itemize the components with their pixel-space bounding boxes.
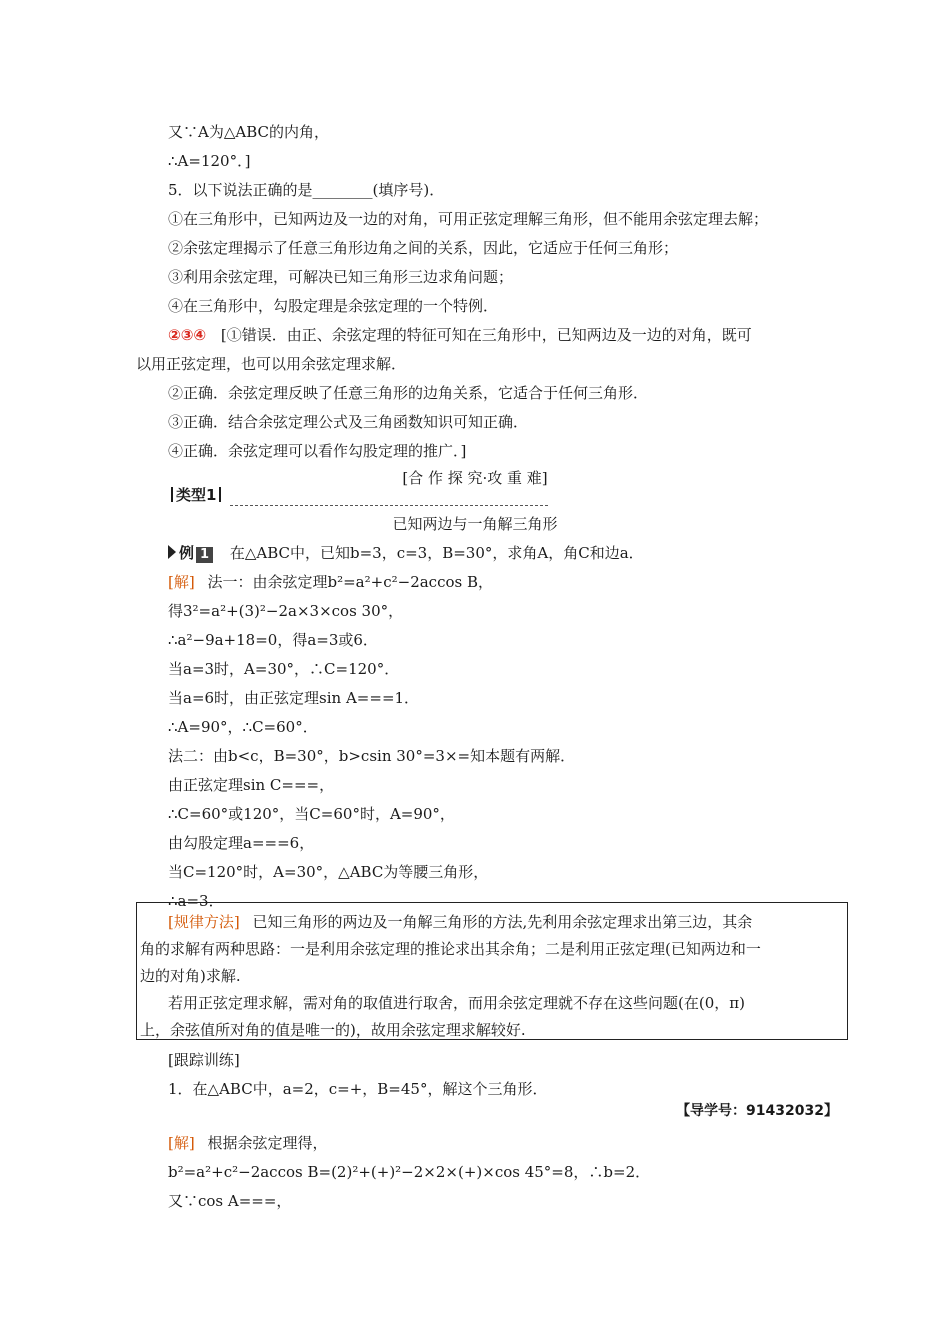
example-label: 例: [179, 544, 195, 562]
solution2-line: [168, 1133, 328, 1153]
text-line: 得3²=a²+(3)²−2a×3×cos 30°，: [168, 602, 404, 620]
topic-title: 已知两边与一角解三角形: [392, 515, 558, 533]
text-line: 又∵cos A===，: [168, 1192, 292, 1210]
text-line: 边的对角)求解.: [140, 967, 241, 985]
text-line: ∴a²−9a+18=0，得a=3或6．: [168, 631, 378, 649]
text-line: 若用正弦定理求解，需对角的取值进行取舍，而用余弦定理就不存在这些问题(在(0，π): [168, 994, 745, 1012]
section-heading: [合 作 探 究·攻 重 难]: [402, 469, 548, 487]
text-line: ③正确．结合余弦定理公式及三角函数知识可知正确．: [168, 413, 529, 431]
text-line: 当a=3时，A=30°，∴C=120°．: [168, 660, 400, 678]
example-text: 在△ABC中，已知b=3，c=3，B=30°，求角A，角C和边a．: [229, 544, 644, 562]
solution-line: [168, 572, 493, 592]
text-line: 又∵A为△ABC的内角，: [168, 123, 329, 141]
answer-line: [168, 325, 752, 345]
solution2-text: 根据余弦定理得，: [207, 1134, 328, 1152]
method-text: 已知三角形的两边及一角解三角形的方法,先利用余弦定理求出第三边，其余: [252, 913, 753, 931]
text-line: 由勾股定理a===6，: [168, 834, 315, 852]
text-line: ②正确．余弦定理反映了任意三角形的边角关系，它适合于任何三角形．: [168, 384, 649, 402]
text-line: b²=a²+c²−2accos B=(2)²+(+)²−2×2×(+)×cos 45°=8，∴b=2．: [168, 1163, 651, 1181]
text-line: 上，余弦值所对角的值是唯一的)，故用余弦定理求解较好.: [140, 1021, 526, 1039]
triangle-icon: [168, 545, 176, 559]
text-line: ∴a=3．: [168, 892, 224, 910]
bar-icon: [219, 487, 221, 502]
example-line: [168, 543, 644, 563]
method-line: [168, 912, 752, 932]
text-line: ∴A=90°，∴C=60°．: [168, 718, 318, 736]
bar-icon: [171, 487, 173, 502]
text-line: 角的求解有两种思路：一是利用余弦定理的推论求出其余角；二是利用正弦定理(已知两边和一: [140, 940, 761, 958]
solution2-label: [解]: [168, 1134, 195, 1152]
example-number: 1: [196, 547, 213, 563]
solution-label: [解]: [168, 573, 195, 591]
example-badge: [168, 543, 213, 563]
guide-number: 【导学号：91432032】: [676, 1103, 838, 1119]
text-line: ④正确．余弦定理可以看作勾股定理的推广．]: [168, 442, 467, 460]
exercise-1: 1．在△ABC中，a=2，c=+，B=45°，解这个三角形．: [168, 1080, 548, 1098]
type-label: [168, 484, 224, 505]
text-line: 当a=6时，由正弦定理sin A===1．: [168, 689, 420, 707]
answer-label: ②③④: [168, 326, 207, 344]
method-label: [规律方法]: [168, 913, 240, 931]
track-heading: [跟踪训练]: [168, 1051, 240, 1069]
text-line: ∴C=60°或120°，当C=60°时，A=90°，: [168, 805, 455, 823]
text-line: 由正弦定理sin C===，: [168, 776, 335, 794]
question-5: 5．以下说法正确的是________(填序号)．: [168, 181, 445, 199]
type-label-text: 类型1: [176, 486, 217, 504]
text-line: ∴A=120°．]: [168, 152, 251, 170]
answer-text: [①错误．由正、余弦定理的特征可知在三角形中，已知两边及一边的对角，既可: [220, 326, 752, 344]
text-line: 法二：由b<c，B=30°，b>csin 30°=3×=知本题有两解．: [168, 747, 576, 765]
option-1: ①在三角形中，已知两边及一边的对角，可用正弦定理解三角形，但不能用余弦定理去解；: [168, 210, 769, 228]
option-3: ③利用余弦定理，可解决已知三角形三边求角问题；: [168, 268, 514, 286]
option-4: ④在三角形中，勾股定理是余弦定理的一个特例．: [168, 297, 499, 315]
solution-text: 法一：由余弦定理b²=a²+c²−2accos B，: [207, 573, 493, 591]
dashed-divider: [230, 505, 548, 506]
option-2: ②余弦定理揭示了任意三角形边角之间的关系，因此，它适应于任何三角形；: [168, 239, 679, 257]
text-line: 当C=120°时，A=30°，△ABC为等腰三角形，: [168, 863, 489, 881]
text-line: 以用正弦定理，也可以用余弦定理求解．: [136, 355, 407, 373]
